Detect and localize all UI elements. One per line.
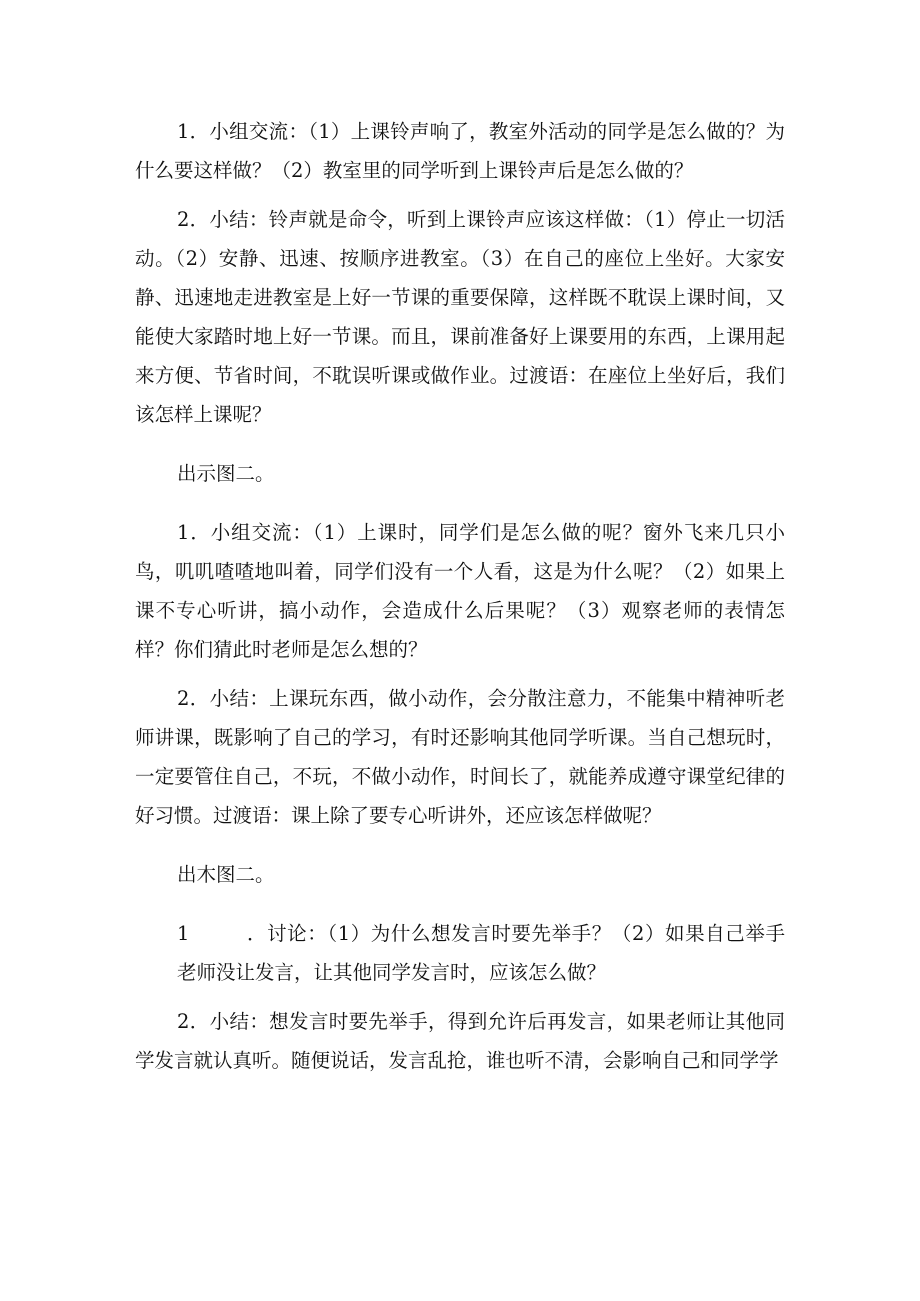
paragraph-show-figure-2: 出示图二。: [177, 462, 275, 485]
paragraph-group-discussion-2: 1．小组交流：（1）上课时，同学们是怎么做的呢？窗外飞来几只小鸟，叽叽喳喳地叫着，同学们没有一个人看，这是为什么呢？（2）如果上课不专心听讲，搞小动作，会造成什么后果呢？（3）观察老师的表情怎样？你们猜此时老师是怎么想的？: [135, 521, 785, 661]
paragraph-discussion-raise-hand: [135, 914, 785, 992]
discussion-text: ．讨论：（1）为什么想发言时要先举手？（2）如果自己举手老师没让发言，让其他同学发言时，应该怎么做？: [177, 922, 785, 984]
discussion-number: 1: [177, 922, 190, 945]
paragraph-summary-bell: 2．小结：铃声就是命令，听到上课铃声应该这样做：（1）停止一切活动。（2）安静、迅速、按顺序进教室。（3）在自己的座位上坐好。大家安静、迅速地走进教室是上好一节课的重要保障，这样既不耽误上课时间，又能使大家踏时地上好一节课。而且，课前准备好上课要用的东西，上课用起来方便、节省时间，不耽误听课或做作业。过渡语：在座位上坐好后，我们该怎样上课呢？: [135, 208, 785, 426]
paragraph-summary-focus: 2．小结：上课玩东西，做小动作，会分散注意力，不能集中精神听老师讲课，既影响了自己的学习，有时还影响其他同学听课。当自己想玩时，一定要管住自己，不玩，不做小动作，时间长了，就能养成遵守课堂纪律的好习惯。过渡语：课上除了要专心听讲外，还应该怎样做呢？: [135, 687, 785, 827]
paragraph-summary-speaking: 2．小结：想发言时要先举手，得到允许后再发言，如果老师让其他同学发言就认真听。随便说话，发言乱抢，谁也听不清，会影响自己和同学学: [135, 1010, 785, 1072]
paragraph-show-figure-3: 出木图二。: [177, 863, 275, 886]
document-body: [135, 112, 785, 1080]
paragraph-group-discussion-1: 1．小组交流：（1）上课铃声响了，教室外活动的同学是怎么做的？为什么要这样做？（2）教室里的同学听到上课铃声后是怎么做的？: [135, 120, 785, 182]
